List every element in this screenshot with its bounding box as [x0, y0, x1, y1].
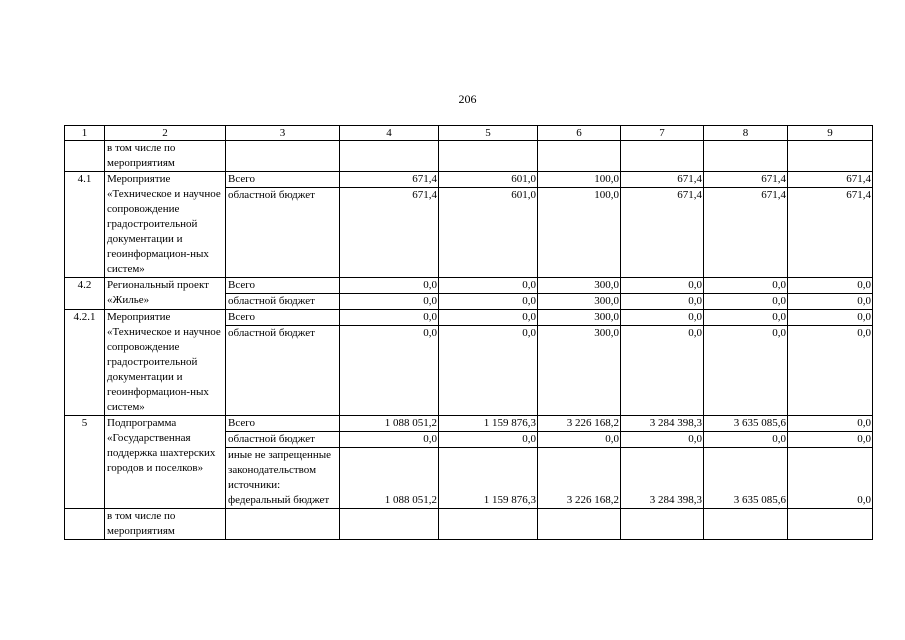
header-col-1: 1 — [65, 126, 105, 141]
header-col-4: 4 — [340, 126, 439, 141]
row-code: 5 — [65, 416, 105, 509]
value-cell: 601,0 — [439, 188, 538, 278]
value-cell: 3 635 085,6 — [704, 416, 788, 432]
value-cell: 671,4 — [621, 172, 704, 188]
value-cell: 100,0 — [538, 172, 621, 188]
value-cell: 0,0 — [439, 432, 538, 448]
value-cell: 1 088 051,2 — [340, 448, 439, 509]
row-label: в том числе по мероприятиям — [105, 509, 226, 540]
source-cell: Всего — [226, 172, 340, 188]
value-cell: 0,0 — [340, 326, 439, 416]
value-cell: 0,0 — [621, 294, 704, 310]
source-cell: Всего — [226, 278, 340, 294]
value-cell: 3 284 398,3 — [621, 416, 704, 432]
value-cell: 671,4 — [621, 188, 704, 278]
table-row — [65, 310, 873, 326]
source-cell: областной бюджет — [226, 326, 340, 416]
value-cell: 671,4 — [340, 172, 439, 188]
value-cell: 3 635 085,6 — [704, 448, 788, 509]
value-cell: 671,4 — [704, 172, 788, 188]
value-cell: 0,0 — [621, 326, 704, 416]
value-cell: 0,0 — [704, 278, 788, 294]
value-cell: 0,0 — [340, 278, 439, 294]
value-cell: 1 088 051,2 — [340, 416, 439, 432]
budget-table — [64, 125, 873, 540]
row-name: Подпрограмма «Государственная поддержка шахтерских городов и поселков» — [105, 416, 226, 509]
value-cell: 100,0 — [538, 188, 621, 278]
value-cell: 300,0 — [538, 278, 621, 294]
value-cell: 0,0 — [704, 326, 788, 416]
value-cell: 0,0 — [788, 278, 873, 294]
row-code: 4.1 — [65, 172, 105, 278]
page-number: 206 — [458, 92, 477, 106]
row-label: в том числе по мероприятиям — [105, 141, 226, 172]
header-col-5: 5 — [439, 126, 538, 141]
header-col-9: 9 — [788, 126, 873, 141]
source-cell: областной бюджет — [226, 432, 340, 448]
value-cell: 0,0 — [538, 432, 621, 448]
value-cell: 671,4 — [704, 188, 788, 278]
row-code: 4.2.1 — [65, 310, 105, 416]
source-cell: Всего — [226, 416, 340, 432]
table-row — [65, 141, 873, 172]
row-name: Региональный проект «Жилье» — [105, 278, 226, 310]
table-row — [65, 416, 873, 432]
source-cell: областной бюджет — [226, 188, 340, 278]
value-cell: 0,0 — [788, 416, 873, 432]
value-cell: 300,0 — [538, 310, 621, 326]
value-cell: 0,0 — [439, 278, 538, 294]
value-cell: 671,4 — [788, 188, 873, 278]
table-row — [65, 172, 873, 188]
value-cell: 3 284 398,3 — [621, 448, 704, 509]
value-cell: 0,0 — [621, 278, 704, 294]
value-cell: 3 226 168,2 — [538, 448, 621, 509]
value-cell: 0,0 — [340, 432, 439, 448]
header-col-8: 8 — [704, 126, 788, 141]
value-cell: 0,0 — [704, 432, 788, 448]
value-cell: 1 159 876,3 — [439, 448, 538, 509]
header-col-2: 2 — [105, 126, 226, 141]
value-cell: 0,0 — [621, 310, 704, 326]
value-cell: 0,0 — [788, 432, 873, 448]
value-cell: 601,0 — [439, 172, 538, 188]
row-code: 4.2 — [65, 278, 105, 310]
value-cell: 0,0 — [788, 310, 873, 326]
source-cell: Всего — [226, 310, 340, 326]
header-col-3: 3 — [226, 126, 340, 141]
value-cell: 0,0 — [439, 294, 538, 310]
value-cell: 0,0 — [439, 310, 538, 326]
value-cell: 3 226 168,2 — [538, 416, 621, 432]
value-cell: 0,0 — [704, 294, 788, 310]
row-name: Мероприятие «Техническое и научное сопровождение градостроительной документации и геоинформацион-ных систем» — [105, 172, 226, 278]
value-cell: 0,0 — [340, 294, 439, 310]
value-cell: 0,0 — [621, 432, 704, 448]
value-cell: 0,0 — [788, 448, 873, 509]
source-cell: областной бюджет — [226, 294, 340, 310]
header-col-7: 7 — [621, 126, 704, 141]
header-row — [65, 126, 873, 141]
source-cell: иные не запрещенные законодательством источники: федеральный бюджет — [226, 448, 340, 509]
value-cell: 0,0 — [340, 310, 439, 326]
value-cell: 300,0 — [538, 326, 621, 416]
value-cell: 300,0 — [538, 294, 621, 310]
value-cell: 0,0 — [788, 326, 873, 416]
header-col-6: 6 — [538, 126, 621, 141]
value-cell: 1 159 876,3 — [439, 416, 538, 432]
value-cell: 0,0 — [788, 294, 873, 310]
table-row — [65, 509, 873, 540]
value-cell: 671,4 — [340, 188, 439, 278]
value-cell: 671,4 — [788, 172, 873, 188]
value-cell: 0,0 — [704, 310, 788, 326]
row-name: Мероприятие «Техническое и научное сопровождение градостроительной документации и геоинформацион-ных систем» — [105, 310, 226, 416]
table-row — [65, 278, 873, 294]
value-cell: 0,0 — [439, 326, 538, 416]
